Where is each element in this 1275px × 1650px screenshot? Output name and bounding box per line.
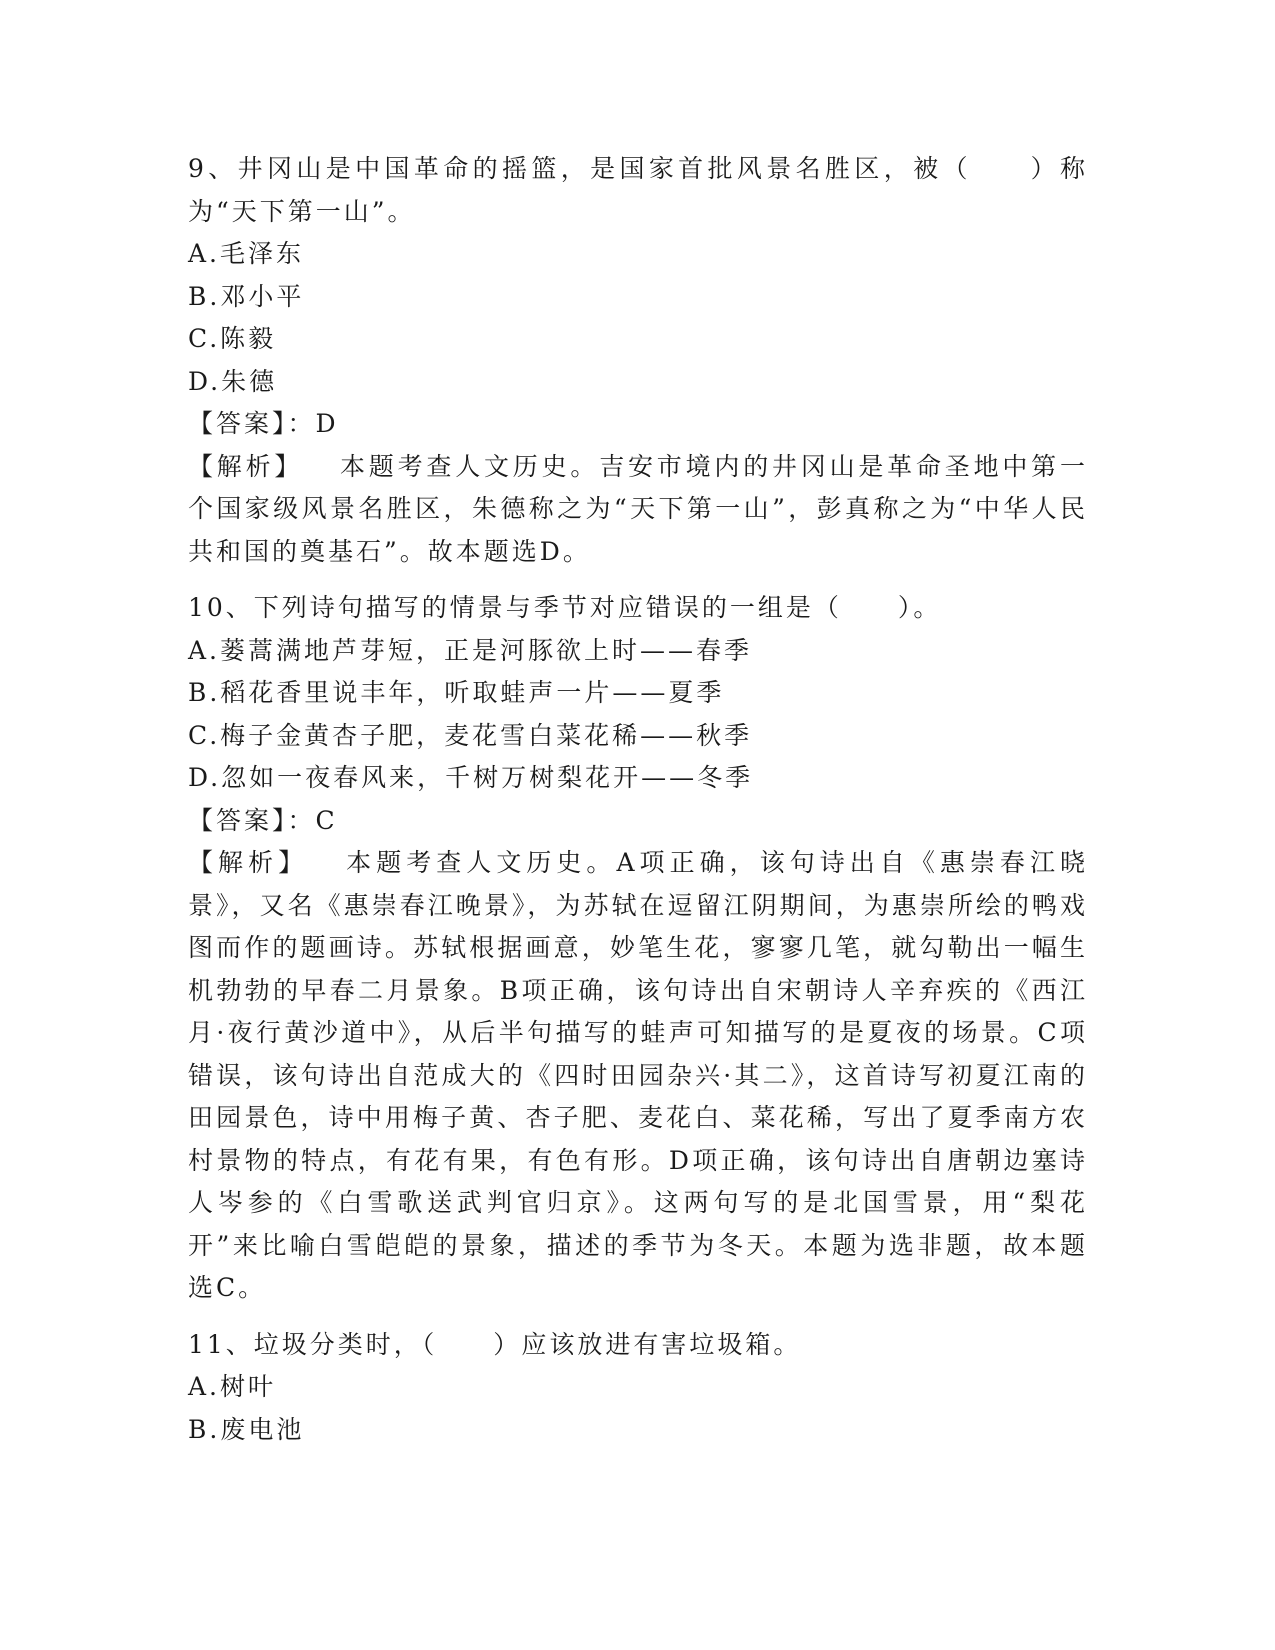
answer-value: C [315,805,338,835]
option-d: D.忽如一夜春风来，千树万树梨花开——冬季 [188,763,754,792]
analysis-label: 【解析】 [188,451,304,481]
question-stem: 10、下列诗句描写的情景与季节对应错误的一组是（ ）。 [188,593,942,622]
answer-label: 【答案】 [188,805,288,835]
option-d: D.朱德 [188,366,278,396]
analysis-paragraph [188,842,1088,1310]
answer-line [188,403,1088,446]
question-11 [188,1324,1088,1452]
analysis-text: 本题考查人文历史。吉安市境内的井冈山是革命圣地中第一个国家级风景名胜区，朱德称之为“天下第一山”，彭真称之为“中华人民共和国的奠基石”。故本题选D。 [188,451,1088,566]
option-c: C.梅子金黄杏子肥，麦花雪白菜花稀——秋季 [188,720,753,750]
question-10 [188,587,1088,1310]
document-content [188,148,1088,1465]
option-a: A.蒌蒿满地芦芽短，正是河豚欲上时——春季 [188,635,753,665]
analysis-paragraph [188,446,1088,574]
question-stem: 9、井冈山是中国革命的摇篮，是国家首批风景名胜区，被（ ）称为“天下第一山”。 [188,154,1088,226]
answer-value: D [315,409,339,438]
answer-separator: ： [287,409,316,438]
option-b: B.邓小平 [188,281,305,311]
answer-separator: ： [287,805,316,835]
question-9 [188,148,1088,573]
answer-line [188,800,1088,843]
option-a: A.树叶 [188,1372,277,1401]
option-c: C.陈毅 [188,324,277,353]
analysis-text: 本题考查人文历史。A项正确，该句诗出自《惠崇春江晓景》，又名《惠崇春江晚景》，为苏轼在逗留江阴期间，为惠崇所绘的鸭戏图而作的题画诗。苏轼根据画意，妙笔生花，寥寥几笔，就勾勒出一幅生机勃勃的早春二月景象。B项正确，该句诗出自宋朝诗人辛弃疾的《西江月·夜行黄沙道中》，从后半句描写的蛙声可知描写的是夏夜的场景。C项错误，该句诗出自范成大的《四时田园杂兴·其二》，这首诗写初夏江南的田园景色，诗中用梅子黄、杏子肥、麦花白、菜花稀，写出了夏季南方农村景物的特点，有花有果，有色有形。D项正确，该句诗出自唐朝边塞诗人岑参的《白雪歌送武判官归京》。这两句写的是北国雪景，用“梨花开”来比喻白雪皑皑的景象，描述的季节为冬天。本题为选非题，故本题选C。 [188,848,1088,1302]
option-b: B.稻花香里说丰年，听取蛙声一片——夏季 [188,678,725,707]
option-b: B.废电池 [188,1414,305,1444]
analysis-label: 【解析】 [188,848,309,877]
question-stem: 11、垃圾分类时，（ ）应该放进有害垃圾箱。 [188,1329,802,1359]
answer-label: 【答案】 [188,409,288,438]
option-a: A.毛泽东 [188,239,305,268]
